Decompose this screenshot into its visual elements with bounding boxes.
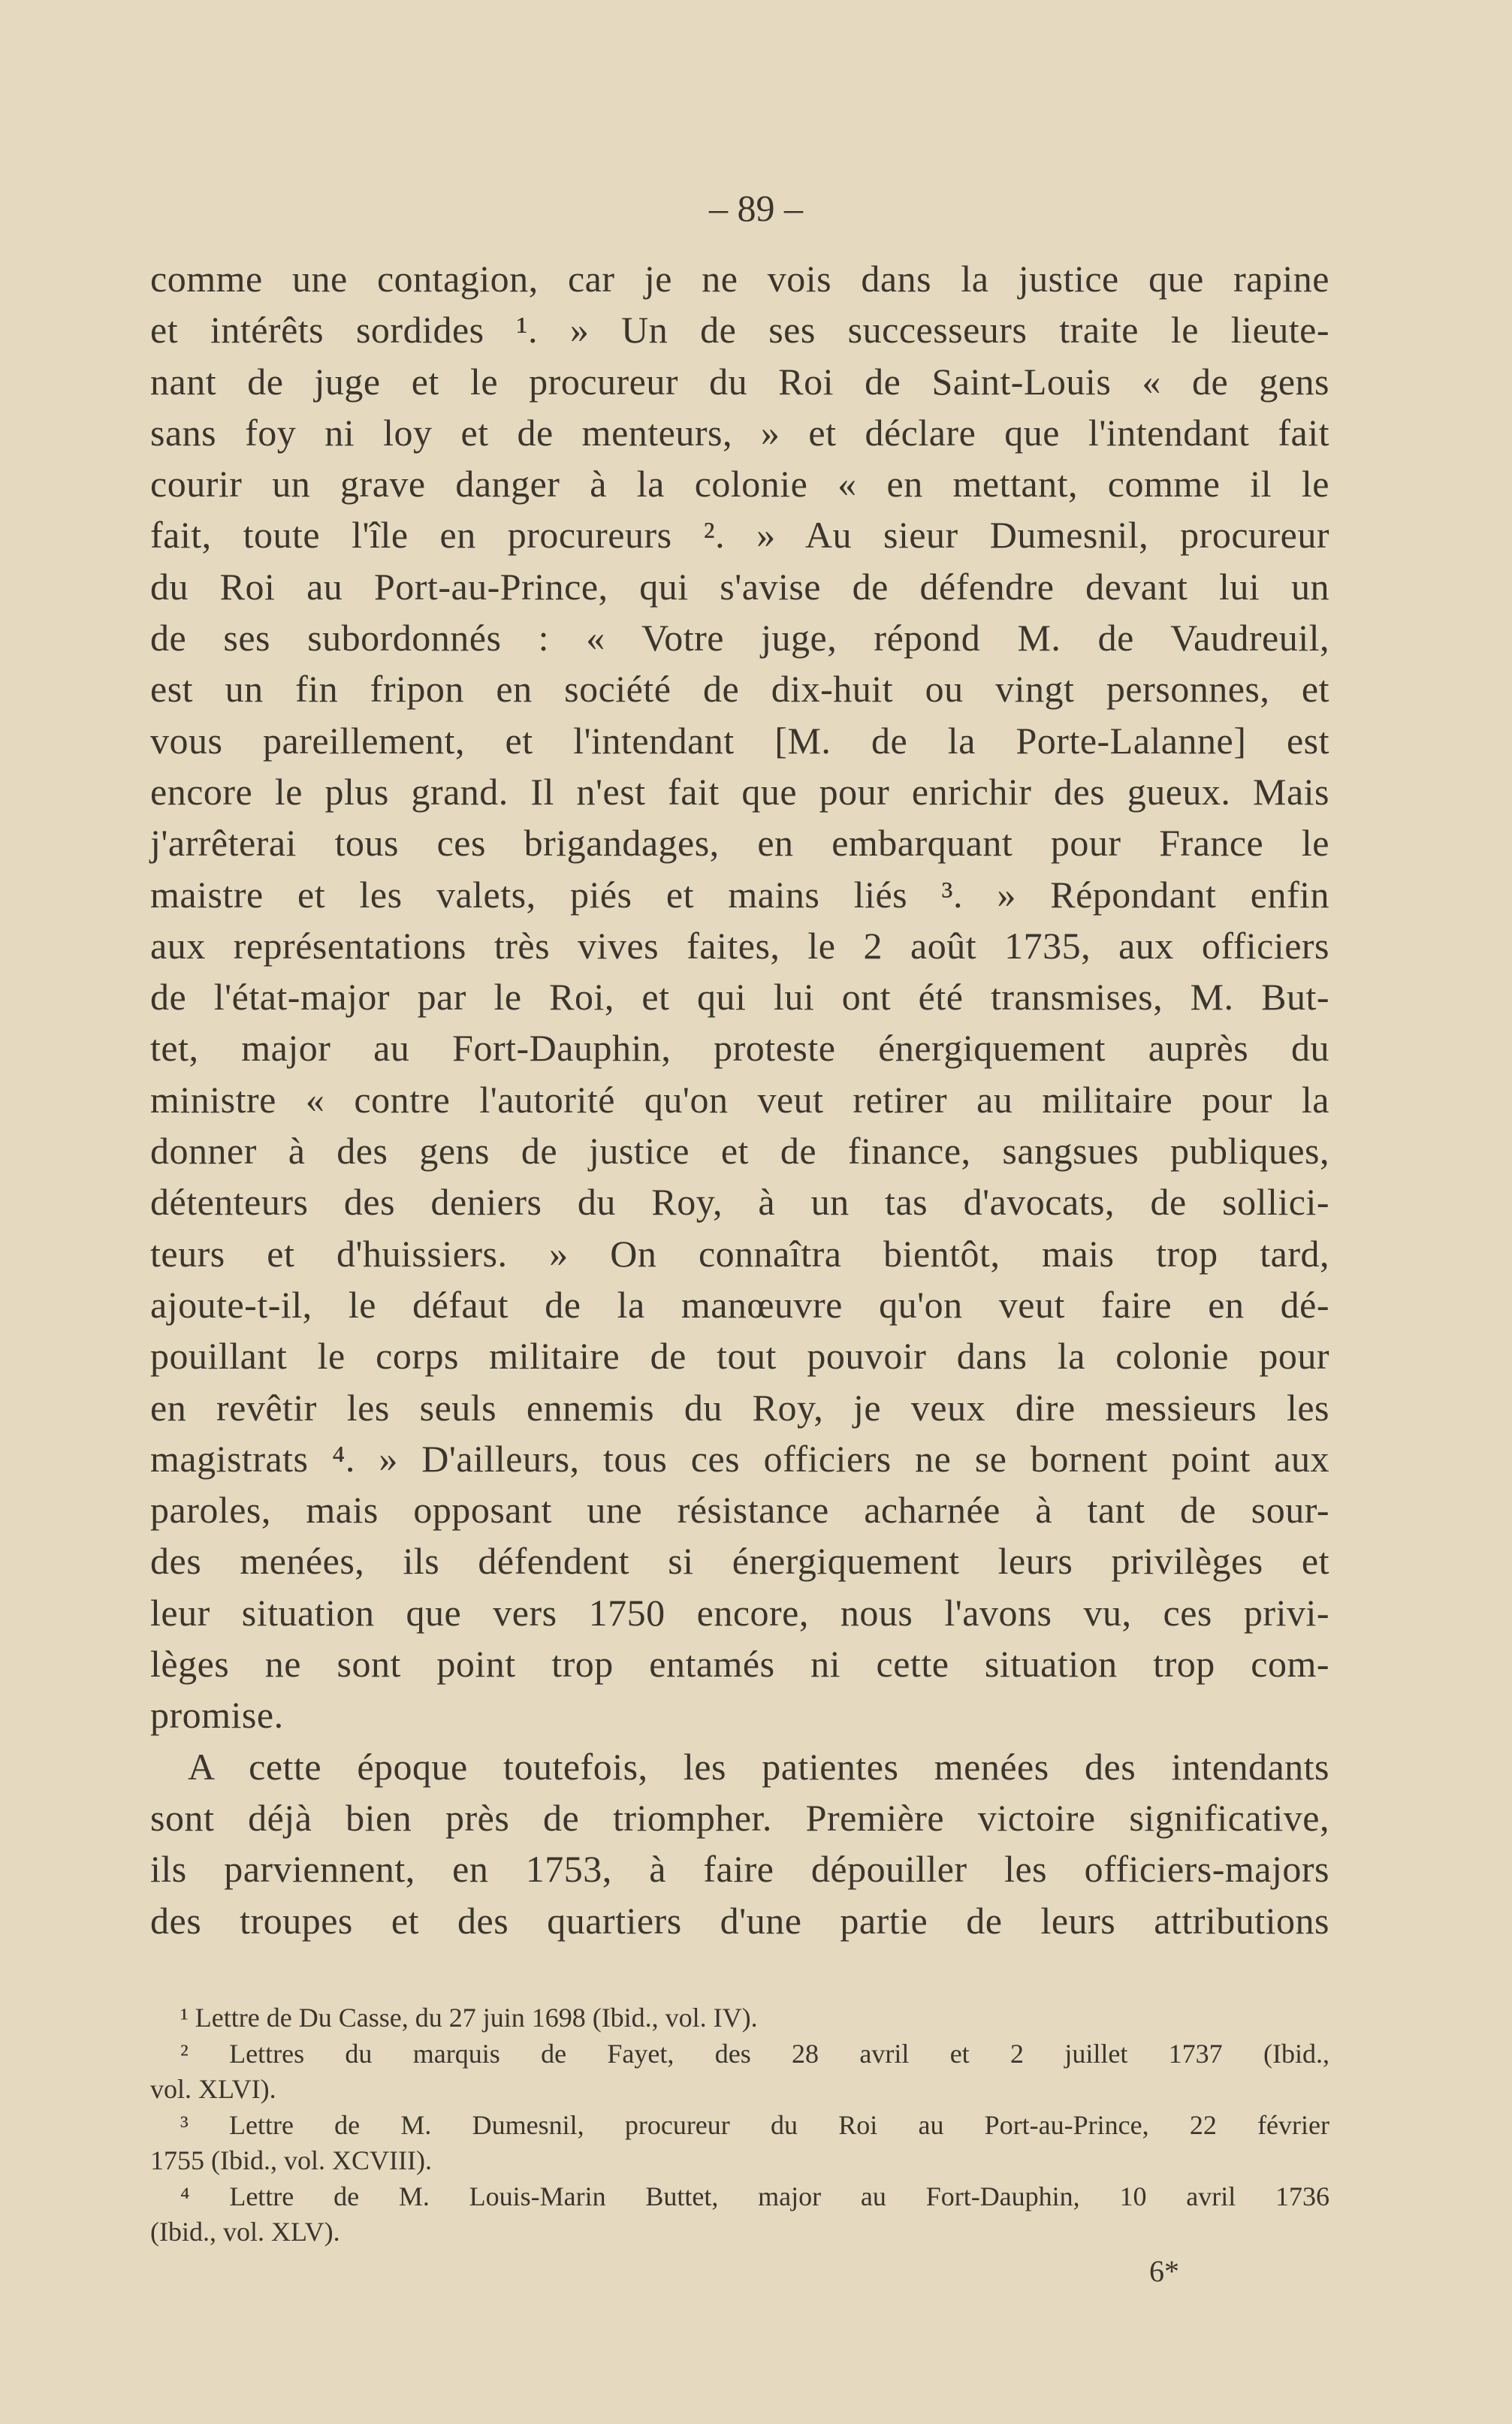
text-line: et intérêts sordides ¹. » Un de ses successeurs traite le lieute-	[150, 309, 1329, 352]
text-line: lèges ne sont point trop entamés ni cette situation trop com-	[150, 1643, 1329, 1686]
text-line: pouillant le corps militaire de tout pouvoir dans la colonie pour	[150, 1335, 1329, 1378]
text-line: promise.	[150, 1694, 284, 1737]
text-line: A cette époque toutefois, les patientes menées des intendants	[188, 1745, 1329, 1788]
text-line: j'arrêterai tous ces brigandages, en embarquant pour France le	[150, 822, 1329, 865]
text-line: est un fin fripon en société de dix-huit ou vingt personnes, et	[150, 668, 1329, 711]
text-line: de ses subordonnés : « Votre juge, répond M. de Vaudreuil,	[150, 617, 1329, 660]
text-line: sont déjà bien près de triompher. Première victoire significative,	[150, 1796, 1329, 1839]
footnotes	[150, 2000, 1329, 2250]
text-line: donner à des gens de justice et de finance, sangsues publiques,	[150, 1130, 1329, 1173]
footnote-line: ¹ Lettre de Du Casse, du 27 juin 1698 (Ibid., vol. IV).	[180, 2003, 758, 2033]
text-line: du Roi au Port-au-Prince, qui s'avise de défendre devant lui un	[150, 565, 1329, 608]
text-line: maistre et les valets, piés et mains liés ³. » Répondant enfin	[150, 873, 1329, 916]
text-line: de l'état-major par le Roi, et qui lui ont été transmises, M. But-	[150, 976, 1329, 1019]
footnote-line: ² Lettres du marquis de Fayet, des 28 avril et 2 juillet 1737 (Ibid.,	[180, 2038, 1329, 2069]
footnote-line: 1755 (Ibid., vol. XCVIII).	[150, 2145, 432, 2175]
text-line: sans foy ni loy et de menteurs, » et déclare que l'intendant fait	[150, 411, 1329, 454]
footnote-line: ³ Lettre de M. Dumesnil, procureur du Roi au Port-au-Prince, 22 février	[180, 2109, 1329, 2140]
text-line: magistrats ⁴. » D'ailleurs, tous ces officiers ne se bornent point aux	[150, 1437, 1329, 1480]
text-line: encore le plus grand. Il n'est fait que pour enrichir des gueux. Mais	[150, 770, 1329, 813]
footnote-line: (Ibid., vol. XLV).	[150, 2217, 340, 2247]
text-line: des troupes et des quartiers d'une partie de leurs attributions	[150, 1899, 1329, 1942]
text-line: comme une contagion, car je ne vois dans la justice que rapine	[150, 258, 1329, 300]
text-line: des menées, ils défendent si énergiquement leurs privilèges et	[150, 1540, 1329, 1583]
text-line: ministre « contre l'autorité qu'on veut retirer au militaire pour la	[150, 1078, 1329, 1121]
text-line: paroles, mais opposant une résistance acharnée à tant de sour-	[150, 1489, 1329, 1532]
body-text	[150, 253, 1329, 1946]
text-line: leur situation que vers 1750 encore, nous l'avons vu, ces privi-	[150, 1591, 1329, 1634]
text-line: courir un grave danger à la colonie « en mettant, comme il le	[150, 463, 1329, 506]
text-line: vous pareillement, et l'intendant [M. de la Porte-Lalanne] est	[150, 719, 1329, 762]
text-line: aux représentations très vives faites, le 2 août 1735, aux officiers	[150, 924, 1329, 967]
text-line: nant de juge et le procureur du Roi de Saint-Louis « de gens	[150, 360, 1329, 403]
page-number: – 89 –	[709, 187, 803, 229]
text-line: teurs et d'huissiers. » On connaîtra bientôt, mais trop tard,	[150, 1232, 1329, 1275]
text-line: ils parviennent, en 1753, à faire dépouiller les officiers-majors	[150, 1848, 1329, 1891]
text-line: détenteurs des deniers du Roy, à un tas d'avocats, de sollici-	[150, 1181, 1329, 1224]
text-line: tet, major au Fort-Dauphin, proteste énergiquement auprès du	[150, 1027, 1329, 1070]
footnote-line: vol. XLVI).	[150, 2074, 276, 2104]
footnote-line: ⁴ Lettre de M. Louis-Marin Buttet, major au Fort-Dauphin, 10 avril 1736	[180, 2181, 1329, 2211]
signature-mark: 6*	[1149, 2254, 1179, 2288]
text-line: en revêtir les seuls ennemis du Roy, je veux dire messieurs les	[150, 1386, 1329, 1429]
text-line: fait, toute l'île en procureurs ². » Au sieur Dumesnil, procureur	[150, 514, 1329, 557]
text-line: ajoute-t-il, le défaut de la manœuvre qu'on veut faire en dé-	[150, 1283, 1329, 1326]
